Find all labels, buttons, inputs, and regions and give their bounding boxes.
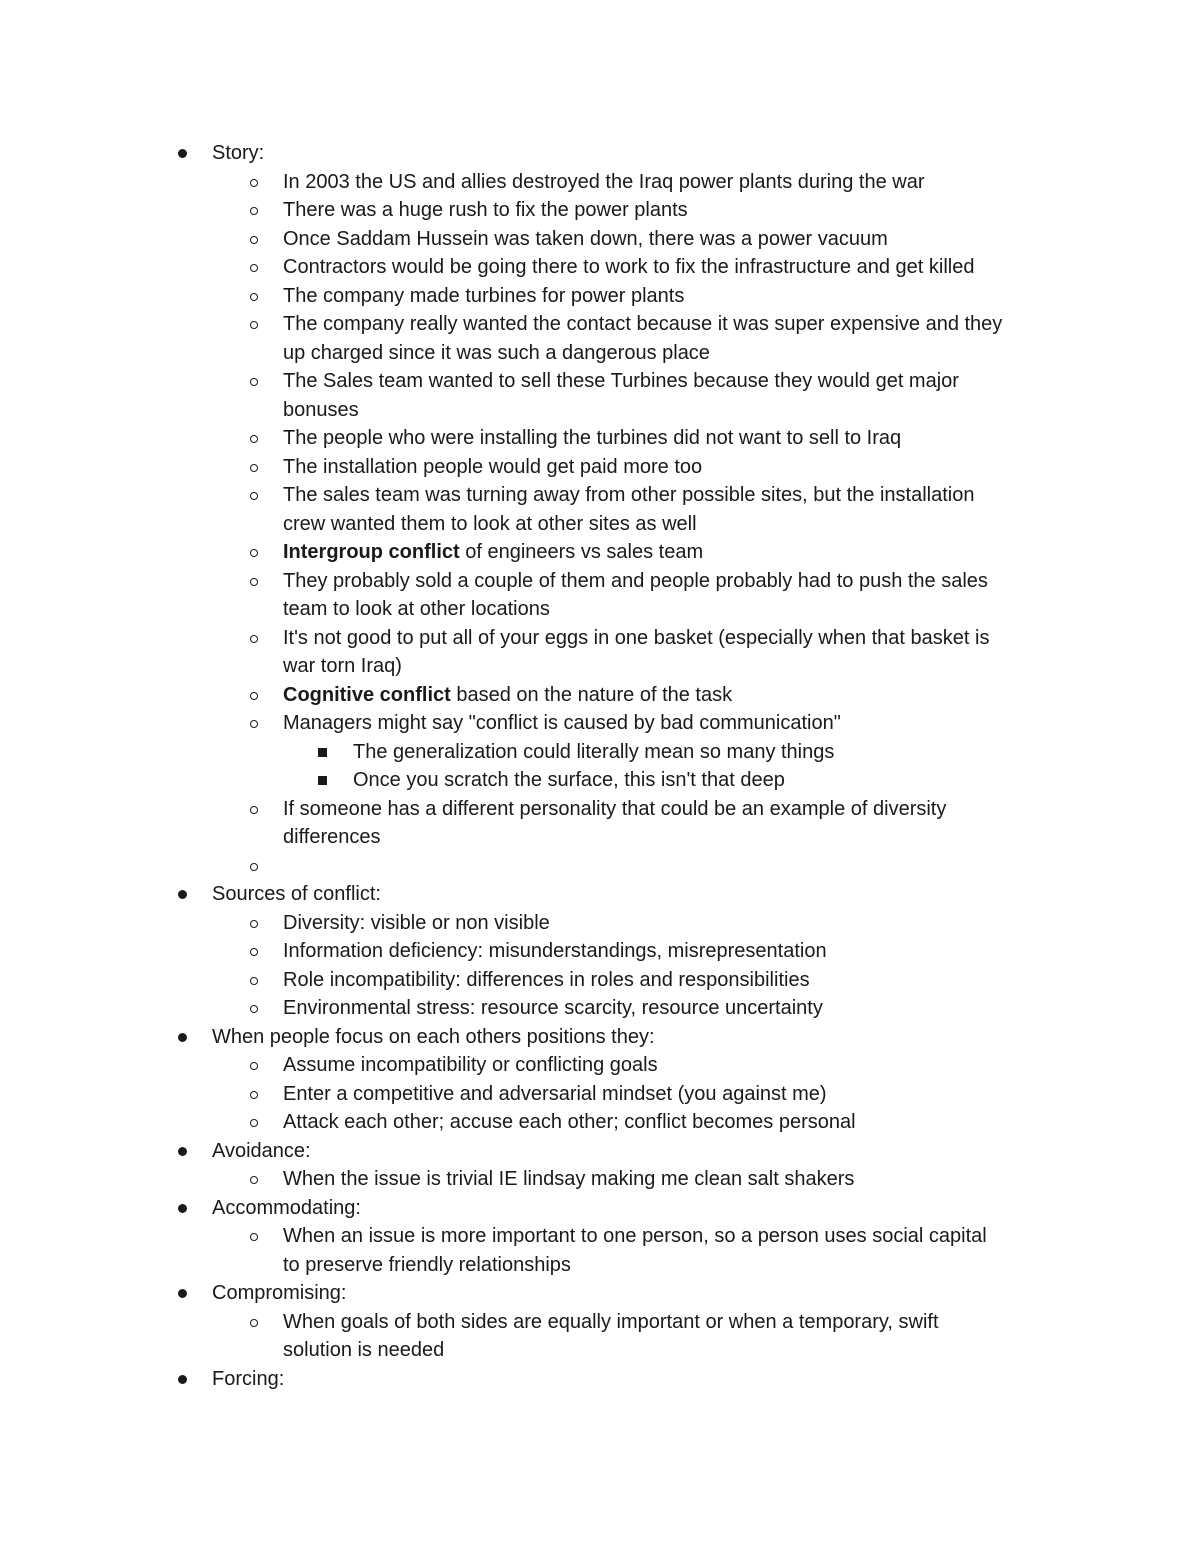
list-item-text: Sources of conflict: bbox=[212, 883, 381, 905]
list-item bbox=[0, 624, 1200, 653]
list-item bbox=[0, 168, 1200, 197]
list-item-continuation bbox=[0, 595, 1200, 624]
hollow-circle-bullet-icon bbox=[250, 692, 258, 700]
list-item-text: The people who were installing the turbines did not want to sell to Iraq bbox=[283, 427, 902, 449]
list-item-continuation bbox=[0, 1336, 1200, 1365]
list-item-text: Managers might say "conflict is caused by bad communication" bbox=[283, 712, 841, 734]
list-item-text: Compromising: bbox=[212, 1282, 347, 1304]
hollow-circle-bullet-icon bbox=[250, 977, 258, 985]
list-item-text: bonuses bbox=[283, 398, 359, 421]
list-item bbox=[0, 937, 1200, 966]
hollow-circle-bullet-icon bbox=[250, 549, 258, 557]
filled-circle-bullet-icon bbox=[178, 1033, 187, 1042]
list-item-text: Information deficiency: misunderstandings, misrepresentation bbox=[283, 940, 827, 962]
list-item bbox=[0, 1108, 1200, 1137]
list-item-text: Assume incompatibility or conflicting goals bbox=[283, 1054, 658, 1076]
hollow-circle-bullet-icon bbox=[250, 1119, 258, 1127]
list-item-text: Role incompatibility: differences in roles and responsibilities bbox=[283, 968, 810, 991]
list-item-text: Accommodating: bbox=[212, 1196, 361, 1219]
list-item-continuation bbox=[0, 1251, 1200, 1280]
list-item-text: The sales team was turning away from other possible sites, but the installation bbox=[283, 484, 975, 506]
list-item bbox=[0, 709, 1200, 738]
list-item-text: solution is needed bbox=[283, 1339, 445, 1361]
list-item bbox=[0, 1165, 1200, 1194]
list-item bbox=[0, 1308, 1200, 1337]
list-item bbox=[0, 538, 1200, 567]
list-item-continuation bbox=[0, 652, 1200, 681]
list-item-text: Story: bbox=[212, 142, 265, 164]
list-item bbox=[0, 196, 1200, 225]
hollow-circle-bullet-icon bbox=[250, 236, 258, 244]
hollow-circle-bullet-icon bbox=[250, 806, 258, 814]
hollow-circle-bullet-icon bbox=[250, 207, 258, 215]
list-item-continuation bbox=[0, 823, 1200, 852]
list-item bbox=[0, 1365, 1200, 1394]
list-item-text: to preserve friendly relationships bbox=[283, 1253, 571, 1276]
hollow-circle-bullet-icon bbox=[250, 321, 258, 329]
list-item bbox=[0, 909, 1200, 938]
list-item-text: The installation people would get paid more too bbox=[283, 455, 703, 478]
list-item-text: based on the nature of the task bbox=[450, 683, 733, 706]
list-item bbox=[0, 253, 1200, 282]
list-item-text: The generalization could literally mean so many things bbox=[353, 740, 835, 763]
list-item-text: Once Saddam Hussein was taken down, there was a power vacuum bbox=[283, 227, 888, 250]
list-item-text: In 2003 the US and allies destroyed the Iraq power plants during the war bbox=[283, 170, 925, 193]
list-item bbox=[0, 681, 1200, 710]
list-item-text: Avoidance: bbox=[212, 1139, 311, 1162]
list-item-text: Forcing: bbox=[212, 1367, 285, 1390]
list-item-continuation bbox=[0, 396, 1200, 425]
list-item-text: When an issue is more important to one person, so a person uses social capital bbox=[283, 1225, 987, 1247]
list-item bbox=[0, 852, 1200, 881]
list-item bbox=[0, 1137, 1200, 1166]
list-item bbox=[0, 453, 1200, 482]
list-item-text: Contractors would be going there to work to fix the infrastructure and get killed bbox=[283, 256, 975, 278]
list-item-text: differences bbox=[283, 826, 381, 848]
list-item bbox=[0, 310, 1200, 339]
list-item-text: The company really wanted the contact because it was super expensive and they bbox=[283, 313, 1003, 335]
list-item-text: When people focus on each others positions they: bbox=[212, 1025, 655, 1048]
hollow-circle-bullet-icon bbox=[250, 1062, 258, 1070]
hollow-circle-bullet-icon bbox=[250, 635, 258, 643]
list-item-text: Diversity: visible or non visible bbox=[283, 911, 550, 934]
list-item bbox=[0, 282, 1200, 311]
bold-term: Cognitive conflict bbox=[283, 683, 451, 706]
hollow-circle-bullet-icon bbox=[250, 920, 258, 928]
filled-circle-bullet-icon bbox=[178, 149, 187, 158]
list-item-text: There was a huge rush to fix the power plants bbox=[283, 199, 688, 221]
list-item bbox=[0, 225, 1200, 254]
list-item-text: team to look at other locations bbox=[283, 598, 550, 620]
hollow-circle-bullet-icon bbox=[250, 1233, 258, 1241]
filled-circle-bullet-icon bbox=[178, 1375, 187, 1384]
list-item bbox=[0, 567, 1200, 596]
list-item bbox=[0, 139, 1200, 168]
hollow-circle-bullet-icon bbox=[250, 948, 258, 956]
list-item-text: Environmental stress: resource scarcity, resource uncertainty bbox=[283, 997, 823, 1019]
filled-circle-bullet-icon bbox=[178, 1289, 187, 1298]
list-item-text: war torn Iraq) bbox=[283, 655, 402, 677]
list-item bbox=[0, 880, 1200, 909]
list-item-text: If someone has a different personality that could be an example of diversity bbox=[283, 797, 947, 820]
hollow-circle-bullet-icon bbox=[250, 293, 258, 301]
list-item bbox=[0, 966, 1200, 995]
hollow-circle-bullet-icon bbox=[250, 1005, 258, 1013]
list-item-text: crew wanted them to look at other sites as well bbox=[283, 512, 697, 535]
list-item bbox=[0, 1279, 1200, 1308]
hollow-circle-bullet-icon bbox=[250, 179, 258, 187]
list-item-text: When goals of both sides are equally important or when a temporary, swift bbox=[283, 1310, 939, 1333]
list-item bbox=[0, 1194, 1200, 1223]
list-item-text: The company made turbines for power plants bbox=[283, 284, 685, 307]
filled-square-bullet-icon bbox=[318, 776, 327, 785]
list-item bbox=[0, 766, 1200, 795]
list-item-text: They probably sold a couple of them and people probably had to push the sales bbox=[283, 569, 988, 592]
list-item-text: up charged since it was such a dangerous place bbox=[283, 341, 710, 364]
list-item-text: It's not good to put all of your eggs in one basket (especially when that basket is bbox=[283, 626, 990, 649]
hollow-circle-bullet-icon bbox=[250, 264, 258, 272]
filled-square-bullet-icon bbox=[318, 748, 327, 757]
list-item-text: Attack each other; accuse each other; conflict becomes personal bbox=[283, 1111, 856, 1133]
hollow-circle-bullet-icon bbox=[250, 578, 258, 586]
list-item bbox=[0, 1222, 1200, 1251]
document-body bbox=[0, 139, 1200, 1393]
hollow-circle-bullet-icon bbox=[250, 1319, 258, 1327]
hollow-circle-bullet-icon bbox=[250, 492, 258, 500]
list-item-text: Enter a competitive and adversarial mindset (you against me) bbox=[283, 1082, 827, 1105]
filled-circle-bullet-icon bbox=[178, 1147, 187, 1156]
list-item bbox=[0, 994, 1200, 1023]
filled-circle-bullet-icon bbox=[178, 890, 187, 899]
hollow-circle-bullet-icon bbox=[250, 1091, 258, 1099]
list-item bbox=[0, 738, 1200, 767]
filled-circle-bullet-icon bbox=[178, 1204, 187, 1213]
list-item-text: When the issue is trivial IE lindsay making me clean salt shakers bbox=[283, 1168, 855, 1190]
hollow-circle-bullet-icon bbox=[250, 435, 258, 443]
list-item bbox=[0, 424, 1200, 453]
list-item bbox=[0, 795, 1200, 824]
list-item-text: Once you scratch the surface, this isn't that deep bbox=[353, 769, 785, 791]
bold-term: Intergroup conflict bbox=[283, 541, 460, 563]
list-item-continuation bbox=[0, 510, 1200, 539]
list-item bbox=[0, 367, 1200, 396]
list-item bbox=[0, 1023, 1200, 1052]
hollow-circle-bullet-icon bbox=[250, 378, 258, 386]
list-item-text: The Sales team wanted to sell these Turbines because they would get major bbox=[283, 370, 959, 392]
list-item bbox=[0, 1080, 1200, 1109]
list-item-continuation bbox=[0, 339, 1200, 368]
hollow-circle-bullet-icon bbox=[250, 720, 258, 728]
hollow-circle-bullet-icon bbox=[250, 863, 258, 871]
list-item bbox=[0, 1051, 1200, 1080]
hollow-circle-bullet-icon bbox=[250, 464, 258, 472]
hollow-circle-bullet-icon bbox=[250, 1176, 258, 1184]
list-item bbox=[0, 481, 1200, 510]
list-item-text: of engineers vs sales team bbox=[459, 541, 704, 563]
